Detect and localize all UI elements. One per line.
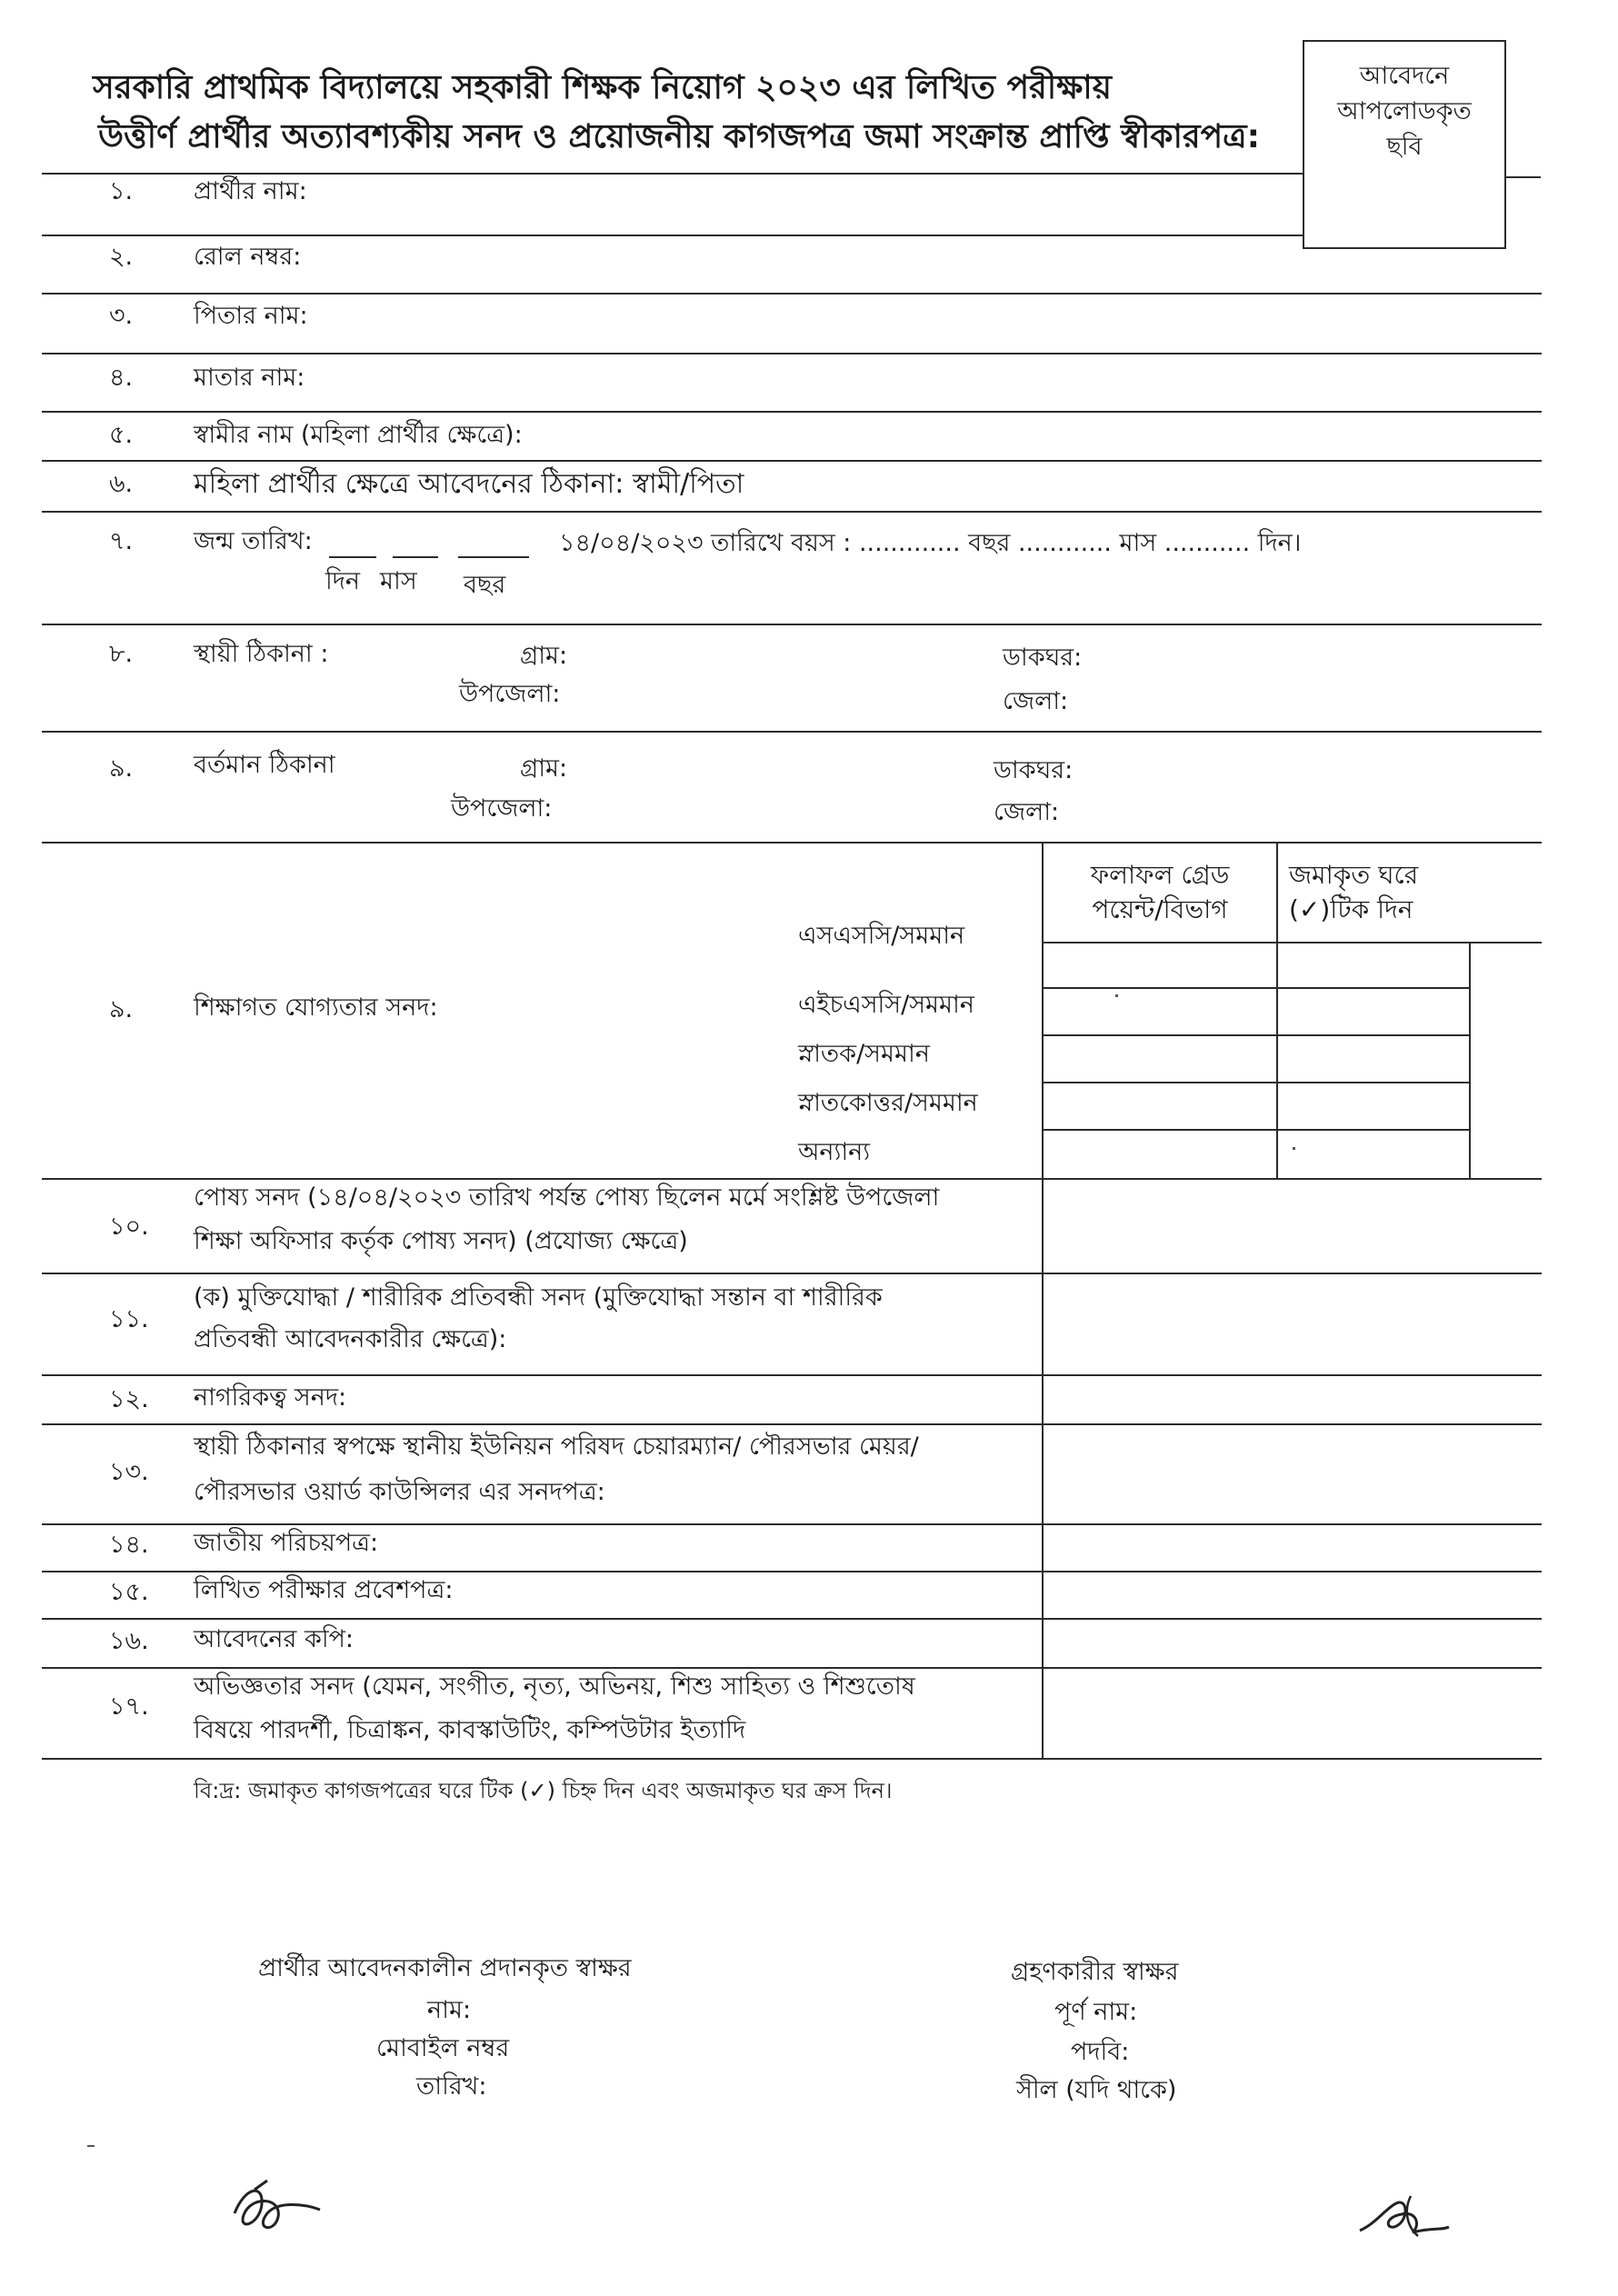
applicant-signature-caption: প্রার্থীর আবেদনকালীন প্রদানকৃত স্বাক্ষর [258, 1954, 632, 1982]
handwritten-signature-right [1354, 2191, 1454, 2245]
row-divider [42, 1178, 1542, 1180]
result-header-line2: পয়েন্ট/বিভাগ [1092, 893, 1228, 924]
receiver-fullname-label: পূর্ণ নাম: [1054, 1998, 1138, 2026]
row-divider [42, 1273, 1542, 1274]
level-other: অন্যান্য [798, 1138, 871, 1166]
receiver-designation-label: পদবি: [1071, 2038, 1130, 2066]
document-text: প্রতিবন্ধী আবেদনকারীর ক্ষেত্রে): [194, 1325, 507, 1353]
grid-line [1044, 987, 1471, 989]
row-divider [42, 731, 1542, 733]
field-number: ২. [109, 243, 134, 271]
field-label-father: পিতার নাম: [194, 302, 308, 330]
document-text: স্থায়ী ঠিকানার স্বপক্ষে স্থানীয় ইউনিয়ন পরিষদ চেয়ারম্যান/ পৌরসভার মেয়র/ [194, 1433, 919, 1461]
row-divider [42, 1374, 1542, 1376]
field-number: ১০. [109, 1213, 149, 1241]
field-label-address-type: মহিলা প্রার্থীর ক্ষেত্রে আবেদনের ঠিকানা: স্বামী/পিতা [194, 468, 744, 500]
dob-year-blank [458, 538, 529, 558]
field-number: ১১. [109, 1305, 149, 1333]
receiver-seal-label: সীল (যদি থাকে) [1016, 2076, 1177, 2104]
field-label-roll: রোল নম্বর: [194, 243, 302, 271]
dob-sub-day: দিন [325, 567, 361, 595]
photo-box-line1: আবেদনে [1359, 62, 1450, 90]
row-divider [42, 1667, 1542, 1669]
row-divider [42, 624, 1542, 625]
document-text: পোষ্য সনদ (১৪/০৪/২০২৩ তারিখ পর্যন্ত পোষ্য ছিলেন মর্মে সংশ্লিষ্ট উপজেলা [194, 1183, 940, 1212]
row-divider [42, 411, 1542, 413]
form-title-line2: উত্তীর্ণ প্রার্থীর অত্যাবশ্যকীয় সনদ ও প্রয়োজনীয় কাগজপত্র জমা সংক্রান্ত প্রাপ্তি স্বীকারপত্র: [98, 118, 1261, 155]
form-title-line1: সরকারি প্রাথমিক বিদ্যালয়ে সহকারী শিক্ষক নিয়োগ ২০২৩ এর লিখিত পরীক্ষায় [93, 69, 1112, 106]
row-divider [42, 293, 1542, 294]
footnote: বি:দ্র: জমাকৃত কাগজপত্রের ঘরে টিক (✓) চিহ্ন দিন এবং অজমাকৃত ঘর ক্রস দিন। [194, 1778, 893, 1803]
applicant-mobile-label: মোবাইল নম্বর [376, 2034, 510, 2062]
handwritten-signature-left [227, 2177, 327, 2241]
field-label-husband: স্বামীর নাম (মহিলা প্রার্থীর ক্ষেত্রে): [194, 421, 523, 449]
level-postgraduate: স্নাতকোত্তর/সমমান [798, 1089, 978, 1117]
dob-sub-month: মাস [380, 567, 417, 595]
present-address-label: বর্তমান ঠিকানা [194, 751, 335, 779]
field-number: ১৭. [109, 1692, 149, 1721]
post-office-label: ডাকঘর: [994, 756, 1074, 784]
tick-header-line2: (✓)টিক দিন [1289, 893, 1413, 924]
result-header-line1: ফলাফল গ্রেড [1090, 860, 1230, 890]
level-graduate: স্নাতক/সমমান [798, 1040, 930, 1068]
row-divider [42, 1618, 1542, 1620]
scan-speck [87, 2145, 95, 2147]
field-label-mother: মাতার নাম: [194, 364, 305, 392]
scan-speck [1293, 1147, 1295, 1150]
applicant-name-label: নাম: [427, 1996, 472, 2024]
tick-header-line1: জমাকৃত ঘরে [1289, 860, 1419, 890]
level-hsc: এইচএসসি/সমমান [798, 991, 974, 1019]
photo-box-line3: ছবি [1386, 133, 1423, 162]
document-text: জাতীয় পরিচয়পত্র: [194, 1529, 379, 1557]
document-text: পৌরসভার ওয়ার্ড কাউন্সিলর এর সনদপত্র: [194, 1478, 605, 1506]
field-number: ৯. [109, 754, 134, 783]
dob-sub-year: বছর [464, 571, 506, 599]
field-number: ৪. [109, 364, 134, 392]
district-label: জেলা: [1003, 687, 1069, 715]
tick-column-header [1289, 858, 1471, 927]
dob-day-blank [329, 538, 376, 558]
field-number: ১৫. [109, 1578, 149, 1606]
row-divider [42, 1423, 1542, 1425]
field-number: ১৪. [109, 1531, 149, 1559]
row-divider [42, 511, 1542, 513]
level-ssc: এসএসসি/সমমান [798, 922, 965, 950]
row-divider [42, 460, 1542, 462]
row-divider [42, 353, 1542, 354]
field-number: ১২. [109, 1385, 149, 1413]
field-number: ৯. [109, 995, 134, 1023]
post-office-label: ডাকঘর: [1003, 644, 1083, 672]
dob-label: জন্ম তারিখ: [194, 527, 313, 555]
village-label: গ্রাম: [520, 754, 568, 783]
upazila-label: উপজেলা: [459, 680, 561, 708]
document-text: শিক্ষা অফিসার কর্তৃক পোষ্য সনদ) (প্রযোজ্য ক্ষেত্রে) [194, 1227, 688, 1255]
scan-speck [1115, 994, 1118, 997]
field-number: ৬. [109, 470, 134, 498]
dob-month-blank [393, 538, 438, 558]
receiver-signature-caption: গ্রহণকারীর স্বাক্ষর [1011, 1958, 1179, 1986]
grid-line [1044, 1082, 1471, 1083]
grid-line [1469, 942, 1471, 1180]
row-divider [1042, 1758, 1542, 1760]
grid-line [1044, 1034, 1471, 1036]
photo-box-line2: আপলোডকৃত [1337, 97, 1472, 126]
education-label: শিক্ষাগত যোগ্যতার সনদ: [194, 993, 438, 1022]
grid-line [1044, 1129, 1471, 1131]
document-text: লিখিত পরীক্ষার প্রবেশপত্র: [194, 1576, 454, 1604]
document-text: বিষয়ে পারদর্শী, চিত্রাঙ্কন, কাবস্কাউটিং, কম্পিউটার ইত্যাদি [194, 1716, 746, 1744]
row-divider [42, 1523, 1542, 1525]
document-text: নাগরিকত্ব সনদ: [194, 1383, 347, 1412]
row-divider [42, 1758, 1042, 1760]
grid-line [1044, 942, 1542, 943]
photo-placeholder-box [1303, 40, 1506, 249]
row-divider [42, 1571, 1542, 1572]
document-text: (ক) মুক্তিযোদ্ধা / শারীরিক প্রতিবন্ধী সনদ (মুক্তিযোদ্ধা সন্তান বা শারীরিক [194, 1283, 883, 1312]
document-text: অভিজ্ঞতার সনদ (যেমন, সংগীত, নৃত্য, অভিনয়, শিশু সাহিত্য ও শিশুতোষ [194, 1672, 915, 1701]
age-on-date-text: ১৪/০৪/২০২৩ তারিখে বয়স : ............. বছর ............ মাস ........... দিন। [559, 529, 1302, 557]
field-number: ১৩. [109, 1458, 149, 1486]
field-number: ৩. [109, 302, 134, 330]
field-number: ৭. [109, 527, 134, 555]
result-column-header [1044, 858, 1276, 927]
field-number: ১. [109, 177, 134, 205]
upazila-label: উপজেলা: [451, 794, 553, 823]
field-number: ৫. [109, 421, 134, 449]
permanent-address-label: স্থায়ী ঠিকানা : [194, 640, 329, 668]
district-label: জেলা: [994, 798, 1060, 826]
row-divider [42, 173, 1303, 175]
row-divider [42, 235, 1303, 236]
row-divider [42, 842, 1542, 844]
village-label: গ্রাম: [520, 642, 568, 670]
document-text: আবেদনের কপি: [194, 1625, 354, 1653]
field-number: ৮. [109, 640, 134, 668]
field-number: ১৬. [109, 1627, 149, 1655]
row-divider [1506, 176, 1541, 178]
field-label-name: প্রার্থীর নাম: [194, 177, 307, 205]
grid-line [1042, 844, 1044, 1758]
applicant-date-label: তারিখ: [416, 2072, 487, 2101]
